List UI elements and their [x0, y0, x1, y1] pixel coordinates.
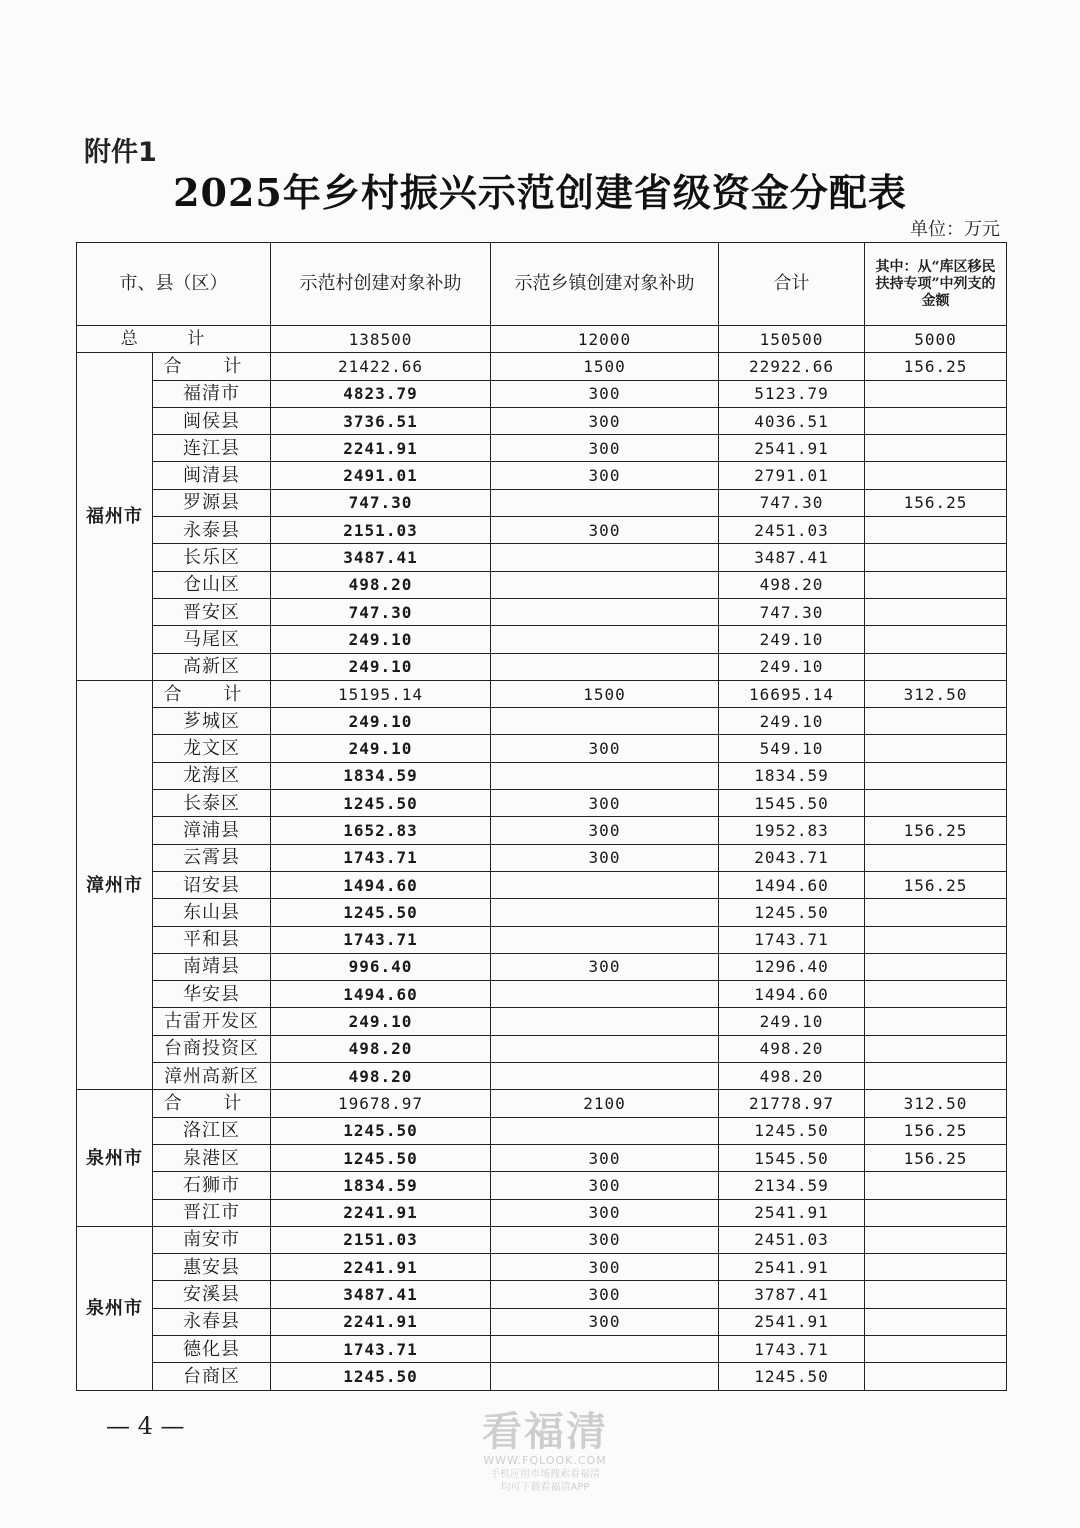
- county-cell: 漳浦县: [153, 817, 271, 844]
- table-row: [77, 1172, 1007, 1199]
- total-cell: 1296.40: [719, 953, 865, 980]
- table-row: [77, 1363, 1007, 1390]
- table-row: [77, 790, 1007, 817]
- total-cell: 1245.50: [719, 1117, 865, 1144]
- city-cell: 漳州市: [77, 680, 153, 1089]
- village-subsidy-cell: 2241.91: [271, 1254, 491, 1281]
- village-subsidy-cell: 747.30: [271, 598, 491, 625]
- reservoir-cell: [865, 926, 1007, 953]
- county-cell: 惠安县: [153, 1254, 271, 1281]
- grand-total-label: 总 计: [77, 326, 271, 353]
- total-cell: 2451.03: [719, 1226, 865, 1253]
- county-cell: 台商区: [153, 1363, 271, 1390]
- table-row: [77, 1117, 1007, 1144]
- town-subsidy-cell: [491, 926, 719, 953]
- town-subsidy-cell: 300: [491, 517, 719, 544]
- town-subsidy-cell: 300: [491, 1226, 719, 1253]
- total-cell: 1494.60: [719, 981, 865, 1008]
- town-subsidy-cell: 300: [491, 1144, 719, 1171]
- village-subsidy-cell: 1494.60: [271, 871, 491, 898]
- total-cell: 1245.50: [719, 899, 865, 926]
- total-cell: 498.20: [719, 571, 865, 598]
- table-row: [77, 708, 1007, 735]
- total-cell: 249.10: [719, 653, 865, 680]
- watermark-slogan-1: 手机应用市场搜索看福清: [490, 1469, 600, 1480]
- county-cell: 龙文区: [153, 735, 271, 762]
- table-row: [77, 598, 1007, 625]
- village-subsidy-cell: 747.30: [271, 489, 491, 516]
- reservoir-cell: [865, 1363, 1007, 1390]
- town-subsidy-cell: [491, 653, 719, 680]
- county-cell: 闽清县: [153, 462, 271, 489]
- county-cell: 龙海区: [153, 762, 271, 789]
- total-cell: 1743.71: [719, 926, 865, 953]
- county-cell: 福清市: [153, 380, 271, 407]
- total-cell: 2791.01: [719, 462, 865, 489]
- county-cell: 长乐区: [153, 544, 271, 571]
- county-cell: 东山县: [153, 899, 271, 926]
- table-row: [77, 653, 1007, 680]
- county-cell: 华安县: [153, 981, 271, 1008]
- village-subsidy-cell: 249.10: [271, 653, 491, 680]
- reservoir-cell: [865, 1254, 1007, 1281]
- subtotal-village: 15195.14: [271, 680, 491, 707]
- table-row: [77, 462, 1007, 489]
- total-cell: 1743.71: [719, 1335, 865, 1362]
- reservoir-cell: 156.25: [865, 1117, 1007, 1144]
- town-subsidy-cell: 300: [491, 435, 719, 462]
- village-subsidy-cell: 2151.03: [271, 517, 491, 544]
- village-subsidy-cell: 3487.41: [271, 1281, 491, 1308]
- header-row: [77, 243, 1007, 326]
- reservoir-cell: [865, 571, 1007, 598]
- county-cell: 平和县: [153, 926, 271, 953]
- grand-total-sum: 150500: [719, 326, 865, 353]
- reservoir-cell: 156.25: [865, 817, 1007, 844]
- total-cell: 3787.41: [719, 1281, 865, 1308]
- subtotal-town: 1500: [491, 680, 719, 707]
- total-cell: 747.30: [719, 489, 865, 516]
- reservoir-cell: [865, 790, 1007, 817]
- reservoir-cell: [865, 1281, 1007, 1308]
- subtotal-row: [77, 1090, 1007, 1117]
- table-row: [77, 981, 1007, 1008]
- village-subsidy-cell: 1652.83: [271, 817, 491, 844]
- table-row: [77, 762, 1007, 789]
- town-subsidy-cell: 300: [491, 462, 719, 489]
- town-subsidy-cell: 300: [491, 1308, 719, 1335]
- unit-label: 单位：万元: [910, 219, 1000, 240]
- reservoir-cell: [865, 844, 1007, 871]
- table-row: [77, 899, 1007, 926]
- total-cell: 2043.71: [719, 844, 865, 871]
- town-subsidy-cell: 300: [491, 817, 719, 844]
- reservoir-cell: [865, 708, 1007, 735]
- town-subsidy-cell: [491, 899, 719, 926]
- county-cell: 台商投资区: [153, 1035, 271, 1062]
- reservoir-cell: [865, 1172, 1007, 1199]
- village-subsidy-cell: 1743.71: [271, 844, 491, 871]
- total-cell: 2541.91: [719, 435, 865, 462]
- county-cell: 南安市: [153, 1226, 271, 1253]
- reservoir-cell: 156.25: [865, 489, 1007, 516]
- county-cell: 云霄县: [153, 844, 271, 871]
- village-subsidy-cell: 1245.50: [271, 899, 491, 926]
- city-cell: 泉州市: [77, 1226, 153, 1390]
- table-row: [77, 735, 1007, 762]
- town-subsidy-cell: [491, 1063, 719, 1090]
- total-cell: 249.10: [719, 626, 865, 653]
- grand-total-reservoir: 5000: [865, 326, 1007, 353]
- subtotal-reservoir: 312.50: [865, 680, 1007, 707]
- reservoir-cell: 156.25: [865, 871, 1007, 898]
- county-cell: 诏安县: [153, 871, 271, 898]
- subtotal-label: 合 计: [153, 353, 271, 380]
- village-subsidy-cell: 1743.71: [271, 1335, 491, 1362]
- village-subsidy-cell: 3736.51: [271, 407, 491, 434]
- subtotal-town: 2100: [491, 1090, 719, 1117]
- city-cell: 泉州市: [77, 1090, 153, 1226]
- county-cell: 永泰县: [153, 517, 271, 544]
- town-subsidy-cell: [491, 1117, 719, 1144]
- table-row: [77, 1254, 1007, 1281]
- table-row: [77, 517, 1007, 544]
- table-row: [77, 544, 1007, 571]
- village-subsidy-cell: 2241.91: [271, 435, 491, 462]
- table-row: [77, 1199, 1007, 1226]
- village-subsidy-cell: 1743.71: [271, 926, 491, 953]
- reservoir-cell: [865, 653, 1007, 680]
- total-cell: 1545.50: [719, 1144, 865, 1171]
- total-cell: 549.10: [719, 735, 865, 762]
- village-subsidy-cell: 1834.59: [271, 1172, 491, 1199]
- grand-total-town: 12000: [491, 326, 719, 353]
- watermark-slogan-2: 均可下载看福清APP: [500, 1482, 590, 1493]
- table-row: [77, 1335, 1007, 1362]
- county-cell: 长泰区: [153, 790, 271, 817]
- reservoir-cell: [865, 407, 1007, 434]
- table-row: [77, 953, 1007, 980]
- subtotal-town: 1500: [491, 353, 719, 380]
- county-cell: 芗城区: [153, 708, 271, 735]
- reservoir-cell: [865, 899, 1007, 926]
- reservoir-cell: [865, 598, 1007, 625]
- town-subsidy-cell: [491, 1363, 719, 1390]
- village-subsidy-cell: 2491.01: [271, 462, 491, 489]
- town-subsidy-cell: 300: [491, 380, 719, 407]
- reservoir-cell: [865, 1199, 1007, 1226]
- county-cell: 马尾区: [153, 626, 271, 653]
- table-row: [77, 1063, 1007, 1090]
- town-subsidy-cell: [491, 1335, 719, 1362]
- header-region: 市、县（区）: [77, 243, 271, 326]
- town-subsidy-cell: [491, 871, 719, 898]
- county-cell: 石狮市: [153, 1172, 271, 1199]
- total-cell: 2134.59: [719, 1172, 865, 1199]
- village-subsidy-cell: 249.10: [271, 626, 491, 653]
- table-row: [77, 1308, 1007, 1335]
- town-subsidy-cell: [491, 598, 719, 625]
- village-subsidy-cell: 249.10: [271, 1008, 491, 1035]
- reservoir-cell: [865, 1226, 1007, 1253]
- village-subsidy-cell: 996.40: [271, 953, 491, 980]
- grand-total-village: 138500: [271, 326, 491, 353]
- county-cell: 德化县: [153, 1335, 271, 1362]
- town-subsidy-cell: 300: [491, 790, 719, 817]
- subtotal-village: 19678.97: [271, 1090, 491, 1117]
- total-cell: 2541.91: [719, 1308, 865, 1335]
- town-subsidy-cell: 300: [491, 735, 719, 762]
- town-subsidy-cell: 300: [491, 1281, 719, 1308]
- table-row: [77, 571, 1007, 598]
- total-cell: 249.10: [719, 708, 865, 735]
- total-cell: 1952.83: [719, 817, 865, 844]
- city-cell: 福州市: [77, 353, 153, 681]
- town-subsidy-cell: [491, 762, 719, 789]
- subtotal-label: 合 计: [153, 1090, 271, 1117]
- document-title: 2025年乡村振兴示范创建省级资金分配表: [173, 170, 907, 215]
- subtotal-reservoir: 312.50: [865, 1090, 1007, 1117]
- groups-body: [77, 353, 1007, 1390]
- reservoir-cell: [865, 435, 1007, 462]
- total-cell: 249.10: [719, 1008, 865, 1035]
- watermark-brand: 看福清: [482, 1409, 608, 1455]
- reservoir-cell: [865, 1035, 1007, 1062]
- reservoir-cell: [865, 1063, 1007, 1090]
- table-row: [77, 871, 1007, 898]
- town-subsidy-cell: [491, 571, 719, 598]
- reservoir-cell: [865, 981, 1007, 1008]
- table-row: [77, 626, 1007, 653]
- county-cell: 闽侯县: [153, 407, 271, 434]
- table-row: [77, 817, 1007, 844]
- village-subsidy-cell: 2241.91: [271, 1199, 491, 1226]
- subtotal-row: [77, 680, 1007, 707]
- total-cell: 2541.91: [719, 1199, 865, 1226]
- town-subsidy-cell: [491, 544, 719, 571]
- town-subsidy-cell: 300: [491, 1172, 719, 1199]
- village-subsidy-cell: 1245.50: [271, 1144, 491, 1171]
- total-cell: 5123.79: [719, 380, 865, 407]
- reservoir-cell: [865, 1335, 1007, 1362]
- total-cell: 4036.51: [719, 407, 865, 434]
- town-subsidy-cell: 300: [491, 953, 719, 980]
- village-subsidy-cell: 498.20: [271, 1035, 491, 1062]
- table-row: [77, 926, 1007, 953]
- town-subsidy-cell: [491, 626, 719, 653]
- table-row: [77, 1226, 1007, 1253]
- total-cell: 747.30: [719, 598, 865, 625]
- reservoir-cell: [865, 626, 1007, 653]
- town-subsidy-cell: [491, 1008, 719, 1035]
- county-cell: 漳州高新区: [153, 1063, 271, 1090]
- village-subsidy-cell: 1245.50: [271, 790, 491, 817]
- page-number: — 4 —: [106, 1412, 185, 1440]
- subtotal-reservoir: 156.25: [865, 353, 1007, 380]
- reservoir-cell: [865, 517, 1007, 544]
- county-cell: 古雷开发区: [153, 1008, 271, 1035]
- watermark-url: WWW.FQLOOK.COM: [483, 1454, 607, 1467]
- county-cell: 洛江区: [153, 1117, 271, 1144]
- table-row: [77, 1035, 1007, 1062]
- village-subsidy-cell: 4823.79: [271, 380, 491, 407]
- total-cell: 2451.03: [719, 517, 865, 544]
- reservoir-cell: [865, 1308, 1007, 1335]
- county-cell: 安溪县: [153, 1281, 271, 1308]
- subtotal-total: 21778.97: [719, 1090, 865, 1117]
- reservoir-cell: [865, 380, 1007, 407]
- town-subsidy-cell: [491, 708, 719, 735]
- town-subsidy-cell: 300: [491, 1199, 719, 1226]
- table-row: [77, 1144, 1007, 1171]
- total-cell: 498.20: [719, 1063, 865, 1090]
- subtotal-row: [77, 353, 1007, 380]
- reservoir-cell: [865, 1008, 1007, 1035]
- village-subsidy-cell: 1494.60: [271, 981, 491, 1008]
- subtotal-total: 16695.14: [719, 680, 865, 707]
- watermark: [470, 1410, 620, 1494]
- town-subsidy-cell: [491, 1035, 719, 1062]
- town-subsidy-cell: [491, 489, 719, 516]
- county-cell: 高新区: [153, 653, 271, 680]
- total-cell: 498.20: [719, 1035, 865, 1062]
- village-subsidy-cell: 3487.41: [271, 544, 491, 571]
- county-cell: 连江县: [153, 435, 271, 462]
- reservoir-cell: [865, 762, 1007, 789]
- header-town-subsidy: 示范乡镇创建对象补助: [491, 243, 719, 326]
- total-cell: 1494.60: [719, 871, 865, 898]
- table-row: [77, 489, 1007, 516]
- reservoir-cell: [865, 735, 1007, 762]
- header-reservoir-note: 其中：从“库区移民扶持专项”中列支的金额: [865, 243, 1007, 326]
- county-cell: 罗源县: [153, 489, 271, 516]
- allocation-table: [76, 242, 1007, 1391]
- subtotal-village: 21422.66: [271, 353, 491, 380]
- table-row: [77, 1281, 1007, 1308]
- county-cell: 仓山区: [153, 571, 271, 598]
- header-total: 合计: [719, 243, 865, 326]
- reservoir-cell: [865, 462, 1007, 489]
- header-village-subsidy: 示范村创建对象补助: [271, 243, 491, 326]
- reservoir-cell: 156.25: [865, 1144, 1007, 1171]
- village-subsidy-cell: 498.20: [271, 571, 491, 598]
- county-cell: 晋安区: [153, 598, 271, 625]
- county-cell: 永春县: [153, 1308, 271, 1335]
- town-subsidy-cell: 300: [491, 1254, 719, 1281]
- village-subsidy-cell: 249.10: [271, 735, 491, 762]
- table-row: [77, 407, 1007, 434]
- total-cell: 1834.59: [719, 762, 865, 789]
- grand-total-row: [77, 326, 1007, 353]
- table-row: [77, 1008, 1007, 1035]
- total-cell: 3487.41: [719, 544, 865, 571]
- village-subsidy-cell: 1245.50: [271, 1117, 491, 1144]
- county-cell: 晋江市: [153, 1199, 271, 1226]
- subtotal-label: 合 计: [153, 680, 271, 707]
- attachment-label: 附件1: [84, 137, 157, 168]
- town-subsidy-cell: [491, 981, 719, 1008]
- town-subsidy-cell: 300: [491, 407, 719, 434]
- county-cell: 泉港区: [153, 1144, 271, 1171]
- village-subsidy-cell: 2151.03: [271, 1226, 491, 1253]
- village-subsidy-cell: 249.10: [271, 708, 491, 735]
- total-cell: 1545.50: [719, 790, 865, 817]
- town-subsidy-cell: 300: [491, 844, 719, 871]
- table-row: [77, 435, 1007, 462]
- total-cell: 1245.50: [719, 1363, 865, 1390]
- subtotal-total: 22922.66: [719, 353, 865, 380]
- village-subsidy-cell: 498.20: [271, 1063, 491, 1090]
- village-subsidy-cell: 1834.59: [271, 762, 491, 789]
- reservoir-cell: [865, 544, 1007, 571]
- table-row: [77, 844, 1007, 871]
- village-subsidy-cell: 1245.50: [271, 1363, 491, 1390]
- village-subsidy-cell: 2241.91: [271, 1308, 491, 1335]
- reservoir-cell: [865, 953, 1007, 980]
- county-cell: 南靖县: [153, 953, 271, 980]
- total-cell: 2541.91: [719, 1254, 865, 1281]
- table-row: [77, 380, 1007, 407]
